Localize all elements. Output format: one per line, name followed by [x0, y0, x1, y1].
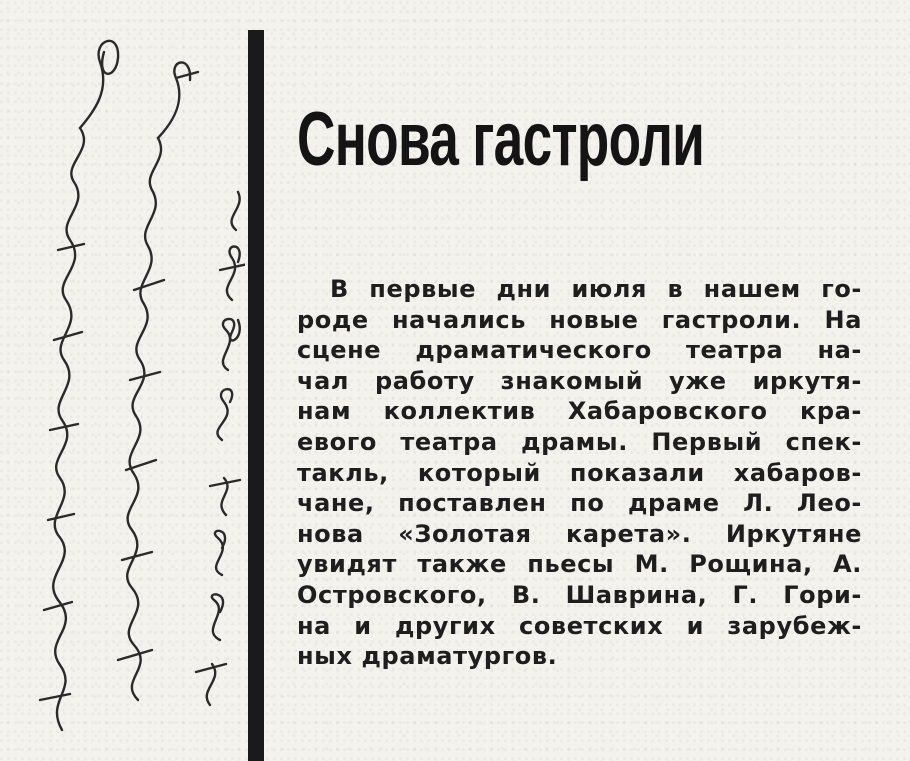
article-line: такль, который показали хабаров-	[297, 458, 862, 487]
vertical-rule	[248, 30, 264, 761]
article-line: чал работу знакомый уже иркутя-	[297, 366, 862, 395]
article-line: нам коллектив Хабаровского кра-	[297, 397, 862, 426]
article-line: чане, поставлен по драме Л. Лео-	[297, 489, 862, 518]
article-line: сцене драматического театра на-	[297, 336, 862, 365]
article-line: на и других советских и зарубеж-	[297, 611, 862, 640]
article-line: евого театра драмы. Первый спек-	[297, 427, 862, 456]
article-line: увидят также пьесы М. Рощина, А.	[297, 550, 862, 579]
article-line: нова «Золотая карета». Иркутяне	[297, 519, 862, 548]
handwritten-note	[0, 0, 245, 761]
article-line: В первые дни июля в нашем го-	[330, 275, 862, 303]
article-body	[297, 274, 862, 672]
handwritten-note-drawing	[0, 0, 245, 761]
article-line: роде начались новые гастроли. На	[297, 305, 862, 334]
headline: Снова гастроли	[297, 97, 705, 182]
article-line: ных драматургов.	[297, 642, 558, 671]
article-line: Островского, В. Шаврина, Г. Гори-	[297, 580, 862, 609]
